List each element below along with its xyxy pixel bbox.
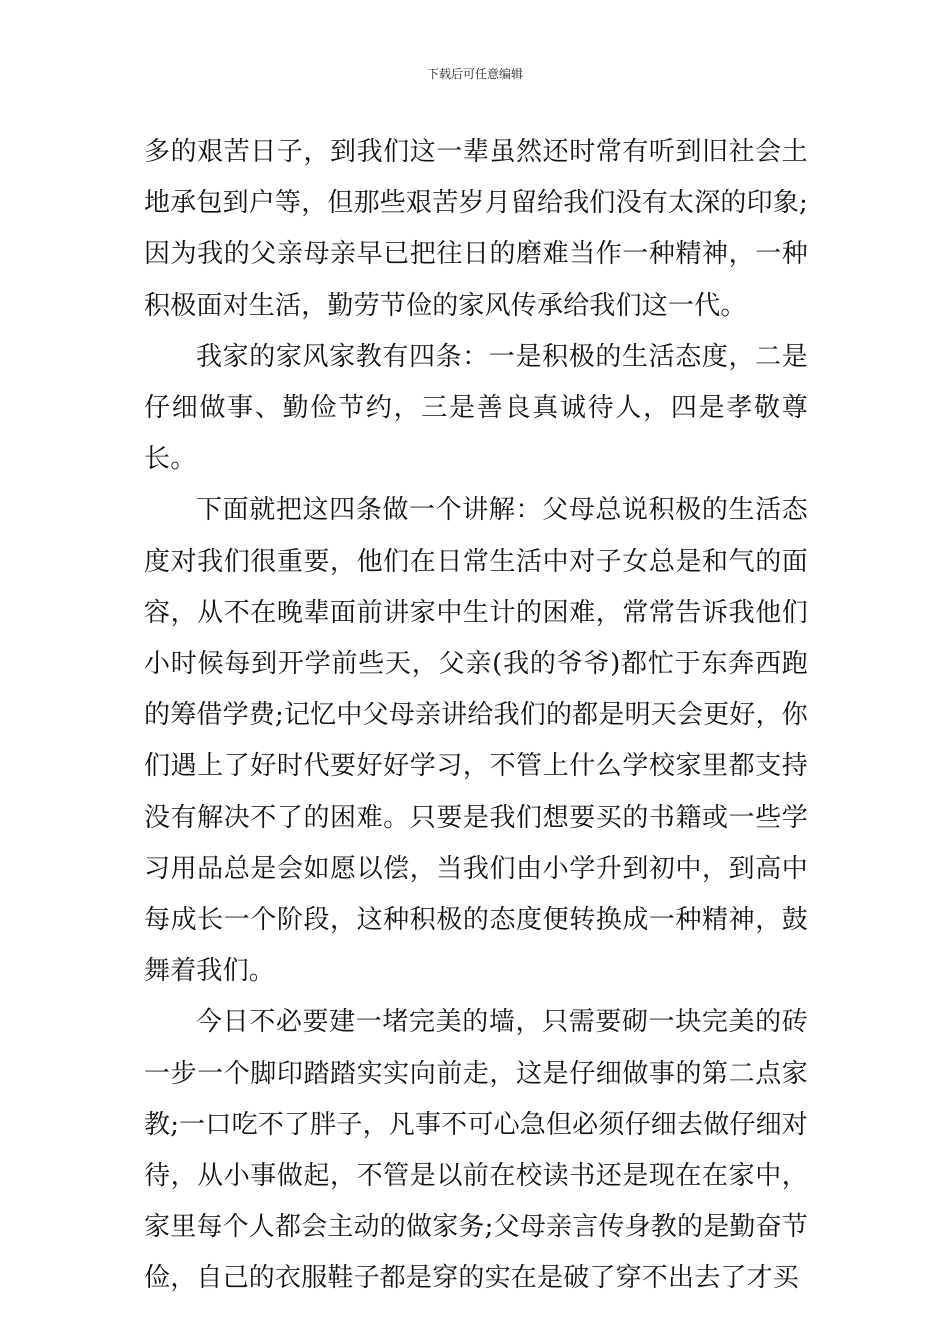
document-body	[144, 127, 808, 1305]
paragraph-2: 我家的家风家教有四条：一是积极的生活态度，二是仔细做事、勤俭节约，三是善良真诚待人，四是孝敬尊长。	[144, 341, 808, 475]
paragraph-3: 下面就把这四条做一个讲解：父母总说积极的生活态度对我们很重要，他们在日常生活中对子女总是和气的面容，从不在晚辈面前讲家中生计的困难，常常告诉我他们小时候每到开学前些天，父亲(我的爷爷)都忙于东奔西跑的筹借学费;记忆中父母亲讲给我们的都是明天会更好，你们遇上了好时代要好好学习，不管上什么学校家里都支持没有解决不了的困难。只要是我们想要买的书籍或一些学习用品总是会如愿以偿，当我们由小学升到初中，到高中每成长一个阶段，这种积极的态度便转换成一种精神，鼓舞着我们。	[144, 495, 808, 987]
paragraph-4: 今日不必要建一堵完美的墙，只需要砌一块完美的砖一步一个脚印踏踏实实向前走，这是仔细做事的第二点家教;一口吃不了胖子，凡事不可心急但必须仔细去做仔细对待，从小事做起，不管是以前在校读书还是现在在家中，家里每个人都会主动的做家务;父母亲言传身教的是勤奋节俭，自己的衣服鞋子都是穿的实在是破了穿不出去了才买	[144, 1007, 808, 1294]
paragraph-1: 多的艰苦日子，到我们这一辈虽然还时常有听到旧社会土地承包到户等，但那些艰苦岁月留给我们没有太深的印象;因为我的父亲母亲早已把往日的磨难当作一种精神，一种积极面对生活，勤劳节俭的家风传承给我们这一代。	[144, 137, 808, 321]
page-header: 下载后可任意编辑	[426, 67, 523, 81]
